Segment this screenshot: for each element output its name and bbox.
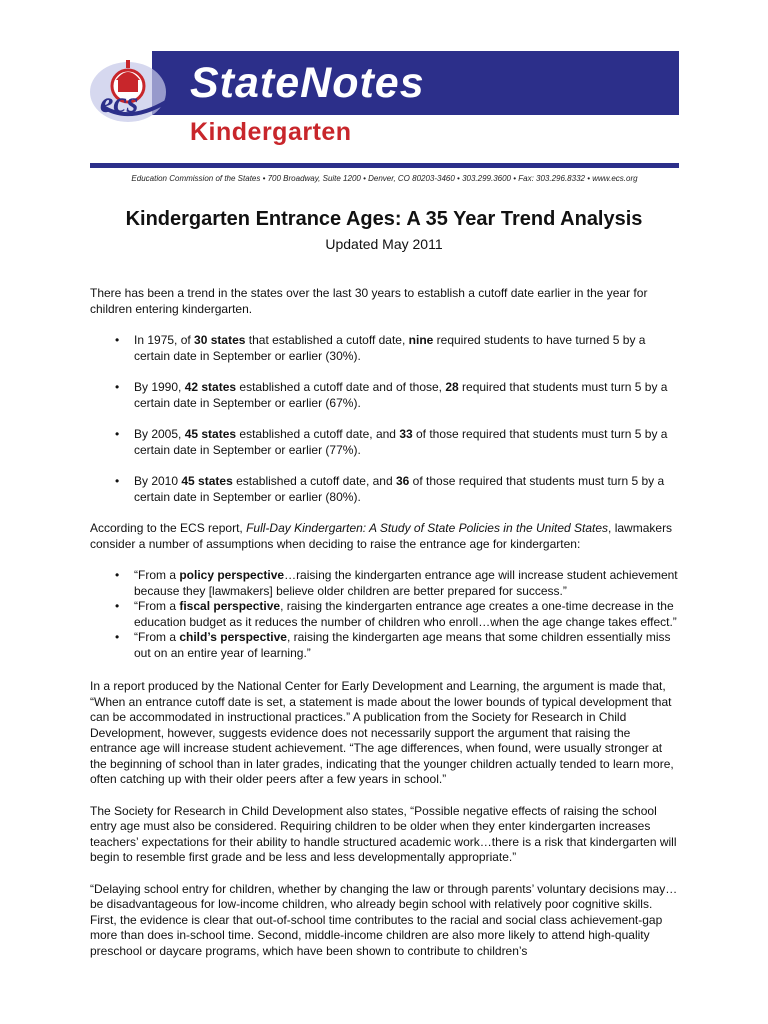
logo-text: ecs: [100, 86, 139, 119]
perspective-item: • “From a fiscal perspective, raising the kindergarten entrance age creates a one-time decrease in the education budget as it reduces the number of children who enroll…when the age change takes effect.”: [90, 599, 680, 630]
trend-item: • In 1975, of 30 states that established a cutoff date, nine required students to have turned 5 by a certain date in September or earlier (30%).: [90, 333, 680, 364]
perspective-list: [90, 568, 680, 661]
document-subtitle: Updated May 2011: [325, 236, 443, 252]
contact-line: Education Commission of the States • 700 Broadway, Suite 1200 • Denver, CO 80203-3460 • 303.299.3600 • Fax: 303.296.8332 • www.ecs.org: [131, 174, 638, 183]
document-body: [90, 286, 680, 975]
document-title: Kindergarten Entrance Ages: A 35 Year Trend Analysis: [125, 208, 643, 230]
header-divider: [90, 163, 679, 168]
body-paragraph: “Delaying school entry for children, whether by changing the law or through parents’ voluntary decisions may…be disadvantageous for low-income children, who already begin school with relatively poor cognitive skills. First, the evidence is clear that out-of-school time contributes to the racial and social class achievement-gap more than does in-school time. Second, middle-income children are also more likely to attend high-quality preschool or daycare programs, which have been shown to contribute to children’s: [90, 881, 678, 958]
report-title: Full-Day Kindergarten: A Study of State Policies in the United States: [246, 521, 609, 535]
perspective-item: • “From a policy perspective…raising the kindergarten entrance age will increase student achievement because they [lawmakers] believe older children are better prepared for success.”: [90, 568, 680, 599]
report-intro-paragraph: According to the ECS report, Full-Day Kindergarten: A Study of State Policies in the United States, lawmakers consider a number of assumptions when deciding to raise the entrance age for kindergarten:: [90, 521, 673, 551]
trend-item: • By 2005, 45 states established a cutoff date, and 33 of those required that students must turn 5 by a certain date in September or earlier (77%).: [90, 427, 680, 458]
trend-list: [90, 333, 680, 505]
body-paragraph: The Society for Research in Child Development also states, “Possible negative effects of raising the school entry age must also be considered. Requiring children to be older when they enter kindergarten increases teachers’ expectations for their ability to handle structured academic work…there is a risk that kindergarten will begin to resemble first grade and be less and less developmentally appropriate.”: [90, 803, 677, 864]
section-title: Kindergarten: [190, 118, 352, 146]
trend-item: • By 2010 45 states established a cutoff date, and 36 of those required that students must turn 5 by a certain date in September or earlier (80%).: [90, 474, 680, 505]
trend-item: • By 1990, 42 states established a cutoff date and of those, 28 required that students must turn 5 by a certain date in September or earlier (67%).: [90, 380, 680, 411]
intro-paragraph: There has been a trend in the states over the last 30 years to establish a cutoff date earlier in the year for children entering kindergarten.: [90, 286, 648, 316]
perspective-item: • “From a child’s perspective, raising the kindergarten age means that some children essentially miss out on an entire year of learning.”: [90, 630, 680, 661]
body-paragraph: In a report produced by the National Center for Early Development and Learning, the argument is made that, “When an entrance cutoff date is set, a statement is made about the lower bounds of typical development that can be accommodated in instructional practices.” A publication from the Society for Research in Child Development, however, suggests evidence does not necessarily support the argument that raising the entrance age will increase student achievement. “The age differences, when found, were usually stronger at the beginning of school than in later grades, indicating that the younger children actually tended to learn more, often catching up with their older peers after a few years in school.”: [90, 679, 674, 786]
ecs-logo: [88, 46, 180, 126]
brand-title: StateNotes: [190, 59, 425, 107]
